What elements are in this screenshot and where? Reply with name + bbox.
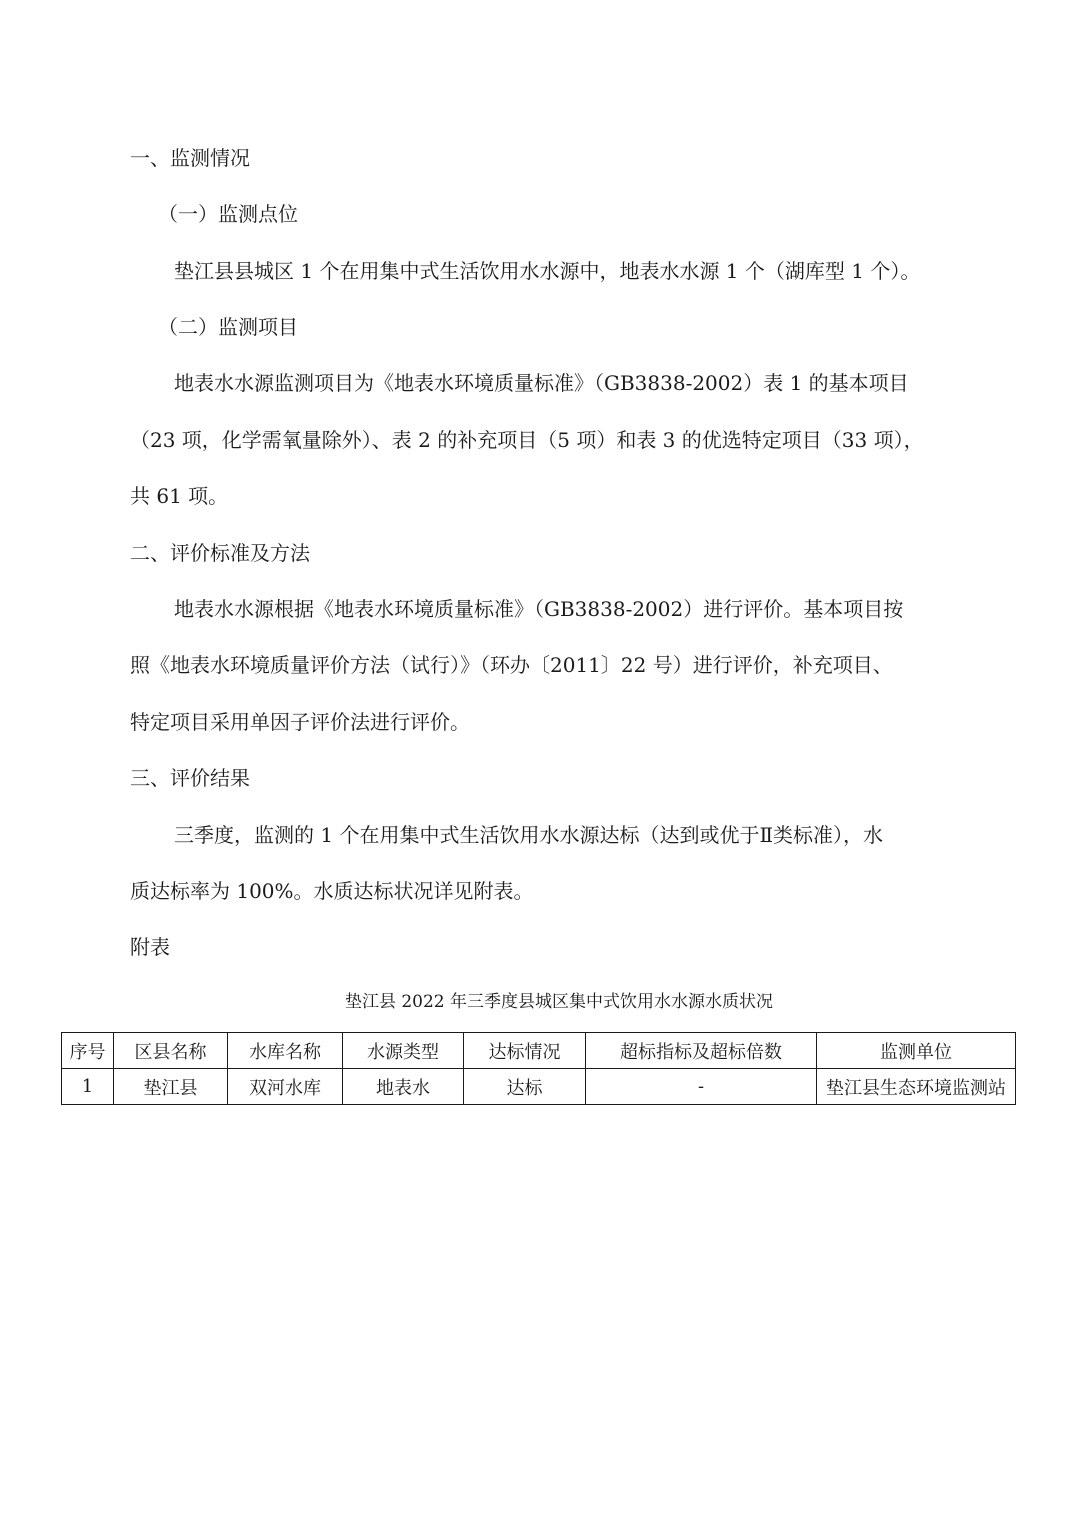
header-cell: 监测单位	[817, 1033, 1016, 1069]
table-cell: 1	[62, 1069, 114, 1105]
water-quality-table	[61, 1032, 1016, 1105]
header-cell: 水库名称	[228, 1033, 343, 1069]
monitoring-items-line-1: 地表水水源监测项目为《地表水环境质量标准》（GB3838-2002）表 1 的基本项目	[174, 371, 909, 395]
header-cell: 达标情况	[464, 1033, 586, 1069]
table-cell: 垫江县	[114, 1069, 228, 1105]
evaluation-result-line-2: 质达标率为 100%。水质达标状况详见附表。	[130, 879, 534, 903]
header-cell: 序号	[62, 1033, 114, 1069]
table-cell: 双河水库	[228, 1069, 343, 1105]
section-3-heading: 三、评价结果	[130, 766, 250, 790]
monitoring-points-text: 垫江县县城区 1 个在用集中式生活饮用水水源中，地表水水源 1 个（湖库型 1 个）。	[174, 259, 921, 283]
monitoring-items-line-2: （23 项，化学需氧量除外）、表 2 的补充项目（5 项）和表 3 的优选特定项目（33 项），	[130, 428, 924, 452]
evaluation-method-line-3: 特定项目采用单因子评价法进行评价。	[130, 710, 470, 734]
monitoring-items-line-3: 共 61 项。	[130, 484, 229, 508]
evaluation-method-line-1: 地表水水源根据《地表水环境质量标准》（GB3838-2002）进行评价。基本项目按	[174, 597, 904, 621]
appendix-label: 附表	[130, 935, 170, 959]
table-row	[62, 1069, 1016, 1105]
header-cell: 区县名称	[114, 1033, 228, 1069]
section-2-heading: 二、评价标准及方法	[130, 541, 310, 565]
section-1-1-heading: （一）监测点位	[158, 202, 298, 226]
header-cell: 水源类型	[343, 1033, 464, 1069]
table-cell: 达标	[464, 1069, 586, 1105]
section-1-heading: 一、监测情况	[130, 146, 250, 170]
section-1-2-heading: （二）监测项目	[158, 315, 298, 339]
evaluation-method-line-2: 照《地表水环境质量评价方法（试行）》（环办〔2011〕22 号）进行评价，补充项目、	[130, 653, 893, 677]
table-cell: -	[586, 1069, 817, 1105]
header-cell: 超标指标及超标倍数	[586, 1033, 817, 1069]
table-caption: 垫江县 2022 年三季度县城区集中式饮用水水源水质状况	[344, 992, 774, 1012]
evaluation-result-line-1: 三季度，监测的 1 个在用集中式生活饮用水水源达标（达到或优于Ⅱ类标准），水	[174, 823, 884, 847]
table-cell: 地表水	[343, 1069, 464, 1105]
table-cell: 垫江县生态环境监测站	[817, 1069, 1016, 1105]
table-header-row	[62, 1033, 1016, 1069]
